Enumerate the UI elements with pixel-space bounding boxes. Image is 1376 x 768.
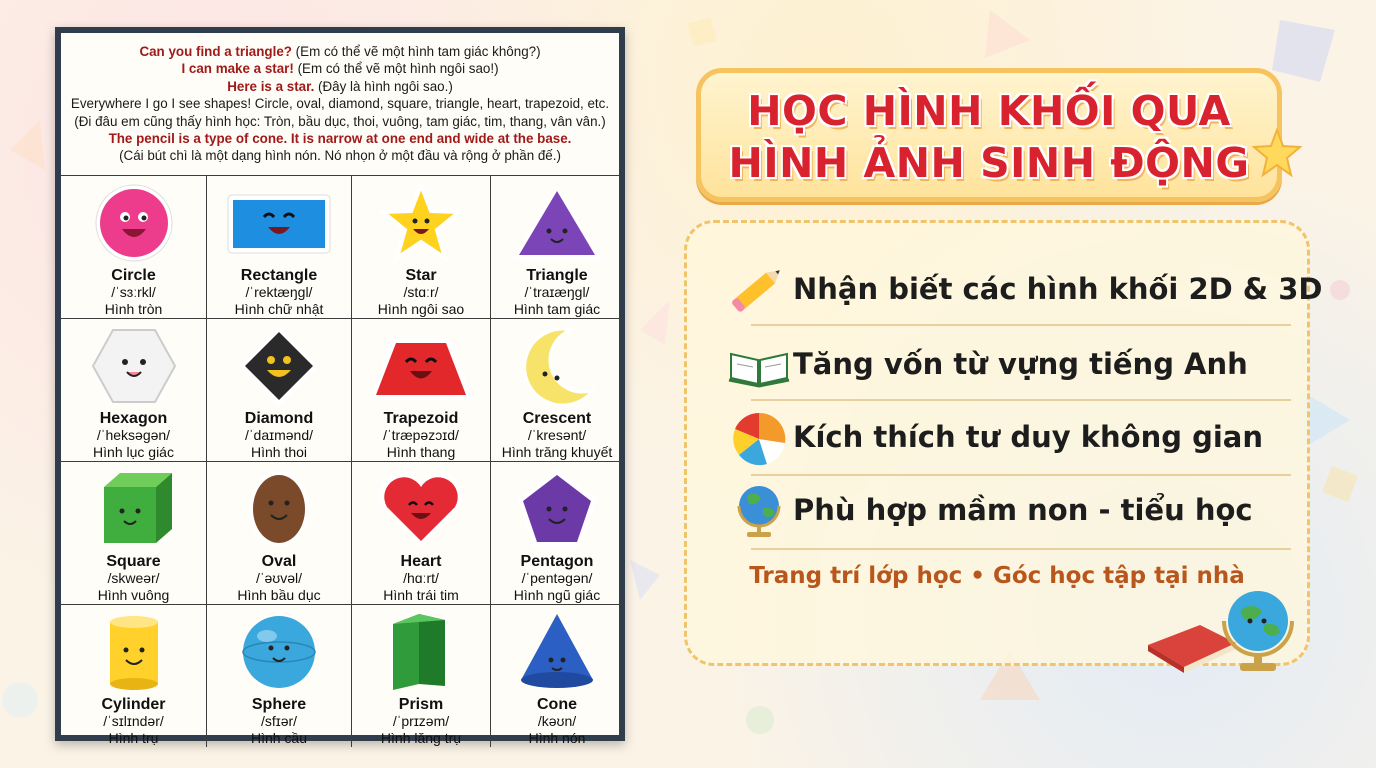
shape-vietnamese: Hình vuông — [97, 587, 170, 603]
star-icon — [379, 181, 463, 265]
shape-ipa: /kəʊn/ — [537, 713, 577, 729]
shape-vietnamese: Hình nón — [528, 730, 586, 746]
globe-icon — [727, 480, 791, 540]
shape-card-triangle — [491, 176, 623, 319]
shape-card-circle — [61, 176, 207, 319]
feature-item — [727, 334, 1267, 394]
shape-ipa: /ˈheksəɡən/ — [96, 427, 171, 443]
cylinder-icon — [92, 610, 176, 694]
shape-name: Triangle — [526, 267, 588, 284]
shape-name: Hexagon — [99, 410, 168, 427]
divider — [751, 399, 1291, 401]
shape-name: Crescent — [522, 410, 592, 427]
rectangle-icon — [224, 181, 334, 265]
shape-vietnamese: Hình tam giác — [513, 301, 601, 317]
header-line-1: Can you find a triangle? (Em có thể vẽ một hình tam giác không?) — [139, 44, 541, 59]
divider — [751, 474, 1291, 476]
header-line-4: Everywhere I go I see shapes! Circle, oval, diamond, square, triangle, heart, trapezoid, etc. — [70, 96, 610, 112]
shape-name: Oval — [261, 553, 297, 570]
shape-ipa: /ˈrektæŋɡl/ — [245, 284, 313, 300]
shape-ipa: /ˈəʊvəl/ — [255, 570, 303, 586]
shape-ipa: /ˈtræpəzɔɪd/ — [383, 427, 459, 443]
shape-card-sphere — [207, 605, 352, 747]
shape-vietnamese: Hình trụ — [108, 730, 159, 746]
sphere-icon — [237, 610, 321, 694]
feature-text: Tăng vốn từ vựng tiếng Anh — [793, 347, 1248, 381]
shape-name: Pentagon — [520, 553, 594, 570]
shape-card-rectangle — [207, 176, 352, 319]
shape-card-square — [61, 462, 207, 605]
shape-vietnamese: Hình tròn — [104, 301, 163, 317]
poster-header — [61, 33, 619, 175]
pentagon-icon — [515, 467, 599, 551]
footer-tagline: Trang trí lớp học • Góc học tập tại nhà — [749, 563, 1245, 589]
shape-name: Sphere — [251, 696, 307, 713]
shape-name: Trapezoid — [383, 410, 459, 427]
shape-name: Diamond — [244, 410, 314, 427]
shape-ipa: /hɑːrt/ — [403, 570, 439, 586]
shape-ipa: /ˈkresənt/ — [527, 427, 587, 443]
shape-name: Star — [405, 267, 437, 284]
shape-vietnamese: Hình trái tim — [383, 587, 459, 603]
trapezoid-icon — [366, 324, 476, 408]
header-line-5: (Đi đâu em cũng thấy hình học: Tròn, bầu dục, thoi, vuông, tam giác, tim, thang, vân vân.) — [74, 113, 606, 129]
shape-name: Rectangle — [240, 267, 318, 284]
header-line-6: The pencil is a type of cone. It is narrow at one end and wide at the base. — [108, 131, 572, 147]
beach-ball-icon — [727, 407, 791, 467]
shape-ipa: /ˈsɜːrkl/ — [111, 284, 156, 300]
shape-vietnamese: Hình lục giác — [93, 444, 174, 460]
feature-text: Kích thích tư duy không gian — [793, 420, 1264, 454]
feature-text: Phù hợp mầm non - tiểu học — [793, 493, 1253, 527]
header-line-7: (Cái bút chì là một dạng hình nón. Nó nhọn ở một đầu và rộng ở phần đế.) — [119, 148, 561, 164]
shape-name: Cylinder — [101, 696, 166, 713]
shape-card-cone — [491, 605, 623, 747]
star-decoration-icon — [1252, 128, 1302, 178]
shape-card-crescent — [491, 319, 623, 462]
shape-ipa: /ˈpentəɡən/ — [521, 570, 593, 586]
feature-item — [727, 480, 1267, 540]
oval-icon — [237, 467, 321, 551]
shape-card-pentagon — [491, 462, 623, 605]
poster-inner — [61, 33, 619, 746]
book-and-globe-icon — [1140, 585, 1310, 675]
shape-ipa: /ˈdaɪmənd/ — [244, 427, 314, 443]
title-line-1: HỌC HÌNH KHỐI QUA — [747, 87, 1231, 135]
shape-card-cylinder — [61, 605, 207, 747]
title-banner — [696, 68, 1282, 202]
heart-icon — [375, 467, 467, 551]
shapes-poster — [55, 27, 625, 746]
shape-name: Prism — [398, 696, 444, 713]
shape-vietnamese: Hình bầu dục — [237, 587, 321, 603]
shape-card-hexagon — [61, 319, 207, 462]
circle-icon — [92, 181, 176, 265]
shape-card-diamond — [207, 319, 352, 462]
shape-vietnamese: Hình chữ nhật — [234, 301, 324, 317]
shape-vietnamese: Hình lăng trụ — [380, 730, 462, 746]
header-line-2: I can make a star! (Em có thể vẽ một hình ngôi sao!) — [181, 61, 499, 77]
divider — [751, 324, 1291, 326]
divider — [751, 548, 1291, 550]
header-line-3: Here is a star. (Đây là hình ngôi sao.) — [227, 78, 453, 94]
shape-vietnamese: Hình thang — [386, 444, 456, 460]
shape-ipa: /sfɪər/ — [260, 713, 298, 729]
shape-ipa: /ˈprɪzəm/ — [392, 713, 450, 729]
title-line-2: HÌNH ẢNH SINH ĐỘNG — [728, 139, 1250, 187]
feature-text: Nhận biết các hình khối 2D & 3D — [793, 272, 1323, 306]
shape-vietnamese: Hình ngôi sao — [377, 301, 465, 317]
shape-vietnamese: Hình cầu — [250, 730, 308, 746]
book-icon — [727, 334, 791, 394]
shape-card-heart — [352, 462, 491, 605]
shape-vietnamese: Hình trăng khuyết — [501, 444, 613, 460]
shape-name: Square — [106, 553, 161, 570]
feature-item — [727, 407, 1267, 467]
shapes-grid — [61, 175, 619, 746]
shape-card-oval — [207, 462, 352, 605]
shape-card-star — [352, 176, 491, 319]
pencil-icon — [727, 259, 791, 319]
shape-ipa: /ˈtraɪæŋɡl/ — [524, 284, 590, 300]
triangle-icon — [509, 181, 605, 265]
diamond-icon — [237, 324, 321, 408]
crescent-icon — [515, 324, 599, 408]
shape-vietnamese: Hình thoi — [250, 444, 308, 460]
feature-item — [727, 259, 1323, 319]
shape-name: Heart — [400, 553, 442, 570]
shape-card-trapezoid — [352, 319, 491, 462]
shape-name: Circle — [111, 267, 156, 284]
hexagon-icon — [89, 324, 179, 408]
shape-ipa: /stɑːr/ — [403, 284, 439, 300]
shape-name: Cone — [537, 696, 577, 713]
shape-vietnamese: Hình ngũ giác — [513, 587, 601, 603]
cone-icon — [515, 610, 599, 694]
prism-icon — [379, 610, 463, 694]
shape-ipa: /skweər/ — [107, 570, 160, 586]
shape-ipa: /ˈsɪlɪndər/ — [103, 713, 164, 729]
shape-card-prism — [352, 605, 491, 747]
square-icon — [92, 467, 176, 551]
